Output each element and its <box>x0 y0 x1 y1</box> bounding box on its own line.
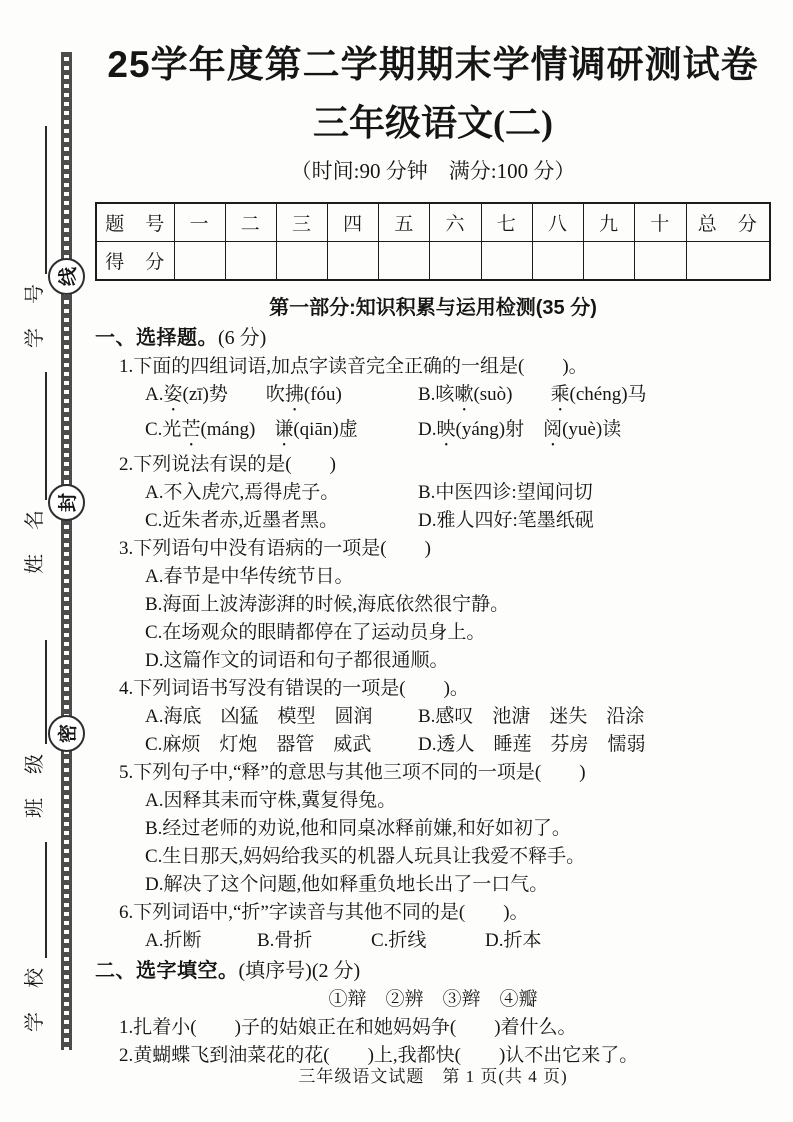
score-empty-cell <box>481 242 532 281</box>
school-label: 学 校 <box>24 966 46 1032</box>
seal-char-feng <box>48 484 85 521</box>
question5-stem: 5.下列句子中,“释”的意思与其他三项不同的一项是( ) <box>119 762 586 783</box>
question1-options-row2 <box>95 416 771 451</box>
score-header-cell: 八 <box>532 203 583 242</box>
name-field <box>18 372 47 574</box>
seal-dashed-line <box>61 52 72 1050</box>
option-d: D.折本 <box>485 930 542 951</box>
score-table-score-row <box>96 242 770 281</box>
student-id-blank-line <box>24 126 47 274</box>
option-b: B.感叹 池溏 迷失 沿涂 <box>418 706 645 727</box>
score-table <box>95 202 771 281</box>
class-label: 班 级 <box>24 752 46 818</box>
score-header-cell: 五 <box>379 203 430 242</box>
option-c: C.生日那天,妈妈给我买的机器人玩具让我爱不释手。 <box>145 846 586 867</box>
seal-char-label: 线 <box>57 266 79 287</box>
score-empty-cell <box>430 242 481 281</box>
option-b: B.咳嗽(suò) 乘(chéng)马 <box>418 384 647 405</box>
question6-stem: 6.下列词语中,“折”字读音与其他不同的是( )。 <box>119 902 529 923</box>
score-empty-cell <box>379 242 430 281</box>
seal-char-mi <box>48 715 85 752</box>
question3-stem: 3.下列语句中没有语病的一项是( ) <box>119 538 431 559</box>
score-empty-cell <box>532 242 583 281</box>
question2-options-row2 <box>95 507 771 535</box>
score-empty-cell <box>225 242 276 281</box>
student-info-margin <box>18 57 47 1032</box>
question2-options-row1 <box>95 479 771 507</box>
option-b: B.经过老师的劝说,他和同桌冰释前嫌,和好如初了。 <box>145 818 571 839</box>
exam-meta: （时间:90 分钟 满分:100 分） <box>290 159 576 183</box>
student-id-field <box>18 126 47 348</box>
section2-title <box>95 957 771 986</box>
question6-options <box>95 927 771 955</box>
question1-stem: 1.下面的四组词语,加点字读音完全正确的一组是( )。 <box>119 356 588 377</box>
score-empty-cell <box>635 242 686 281</box>
option-a: A.不入虎穴,焉得虎子。 <box>145 482 340 503</box>
name-blank-line <box>24 372 47 500</box>
score-empty-cell <box>584 242 635 281</box>
section2-character-choices: ①辩 ②辨 ③辫 ④瓣 <box>328 989 538 1010</box>
section2-title-text: 二、选字填空。 <box>95 960 239 982</box>
page-title: 25学年度第二学期期末学情调研测试卷 <box>107 44 759 85</box>
option-c: C.麻烦 灯炮 器管 威武 <box>145 734 372 755</box>
section1-score: (6 分) <box>218 327 267 349</box>
seal-char-label: 密 <box>57 723 79 744</box>
score-empty-cell <box>276 242 327 281</box>
question4-options-row1 <box>95 703 771 731</box>
option-c: C.近朱者赤,近墨者黑。 <box>145 510 339 531</box>
section2-item1: 1.扎着小( )子的姑娘正在和她妈妈争( )着什么。 <box>119 1017 577 1038</box>
page-subtitle: 三年级语文(二) <box>313 103 553 143</box>
seal-char-xian <box>48 258 85 295</box>
option-d: D.这篇作文的词语和句子都很通顺。 <box>145 650 449 671</box>
option-c: C.光芒(máng) 谦(qiān)虚 <box>145 419 358 440</box>
option-a: A.春节是中华传统节日。 <box>145 566 354 587</box>
score-empty-cell <box>328 242 379 281</box>
score-header-cell: 四 <box>328 203 379 242</box>
option-a: A.折断 <box>145 930 202 951</box>
score-header-cell: 总 分 <box>686 203 770 242</box>
score-header-cell: 一 <box>174 203 225 242</box>
option-a: A.因释其耒而守株,冀复得兔。 <box>145 790 397 811</box>
question1-options-row1 <box>95 381 771 416</box>
score-empty-cell <box>686 242 770 281</box>
option-c: C.在场观众的眼睛都停在了运动员身上。 <box>145 622 486 643</box>
section1-title-text: 一、选择题。 <box>95 327 218 349</box>
question4-options-row2 <box>95 731 771 759</box>
section2-score: (填序号)(2 分) <box>238 960 361 982</box>
option-a: A.海底 凶猛 模型 圆润 <box>145 706 373 727</box>
option-b: B.中医四诊:望闻问切 <box>418 482 593 503</box>
score-header-cell: 二 <box>225 203 276 242</box>
option-b: B.骨折 <box>257 930 313 951</box>
score-header-cell: 六 <box>430 203 481 242</box>
score-header-cell: 七 <box>481 203 532 242</box>
option-a: A.姿(zī)势 吹拂(fóu) <box>145 384 342 405</box>
class-blank-line <box>24 640 47 744</box>
score-header-cell: 九 <box>584 203 635 242</box>
question2-stem: 2.下列说法有误的是( ) <box>119 454 336 475</box>
section1-title <box>95 324 771 353</box>
part1-heading: 第一部分:知识积累与运用检测(35 分) <box>269 297 597 319</box>
score-empty-cell <box>174 242 225 281</box>
seal-char-label: 封 <box>57 492 79 513</box>
option-d: D.雅人四好:笔墨纸砚 <box>418 510 594 531</box>
school-field <box>18 842 47 1032</box>
name-label: 姓 名 <box>24 508 46 574</box>
option-d: D.映(yáng)射 阅(yuè)读 <box>418 419 622 440</box>
option-d: D.解决了这个问题,他如释重负地长出了一口气。 <box>145 874 549 895</box>
option-d: D.透人 睡莲 芬房 懦弱 <box>418 734 646 755</box>
section2-item2: 2.黄蝴蝶飞到油菜花的花( )上,我都快( )认不出它来了。 <box>119 1045 639 1066</box>
score-header-cell: 题 号 <box>96 203 174 242</box>
score-row-label: 得 分 <box>96 242 174 281</box>
student-id-label: 学 号 <box>24 282 46 348</box>
score-header-cell: 十 <box>635 203 686 242</box>
score-header-cell: 三 <box>276 203 327 242</box>
option-c: C.折线 <box>371 930 427 951</box>
school-blank-line <box>24 842 47 958</box>
exam-content <box>95 40 771 1070</box>
page-footer: 三年级语文试题 第 1 页(共 4 页) <box>298 1067 568 1086</box>
class-field <box>18 640 47 818</box>
score-table-header-row <box>96 203 770 242</box>
question4-stem: 4.下列词语书写没有错误的一项是( )。 <box>119 678 469 699</box>
option-b: B.海面上波涛澎湃的时候,海底依然很宁静。 <box>145 594 510 615</box>
